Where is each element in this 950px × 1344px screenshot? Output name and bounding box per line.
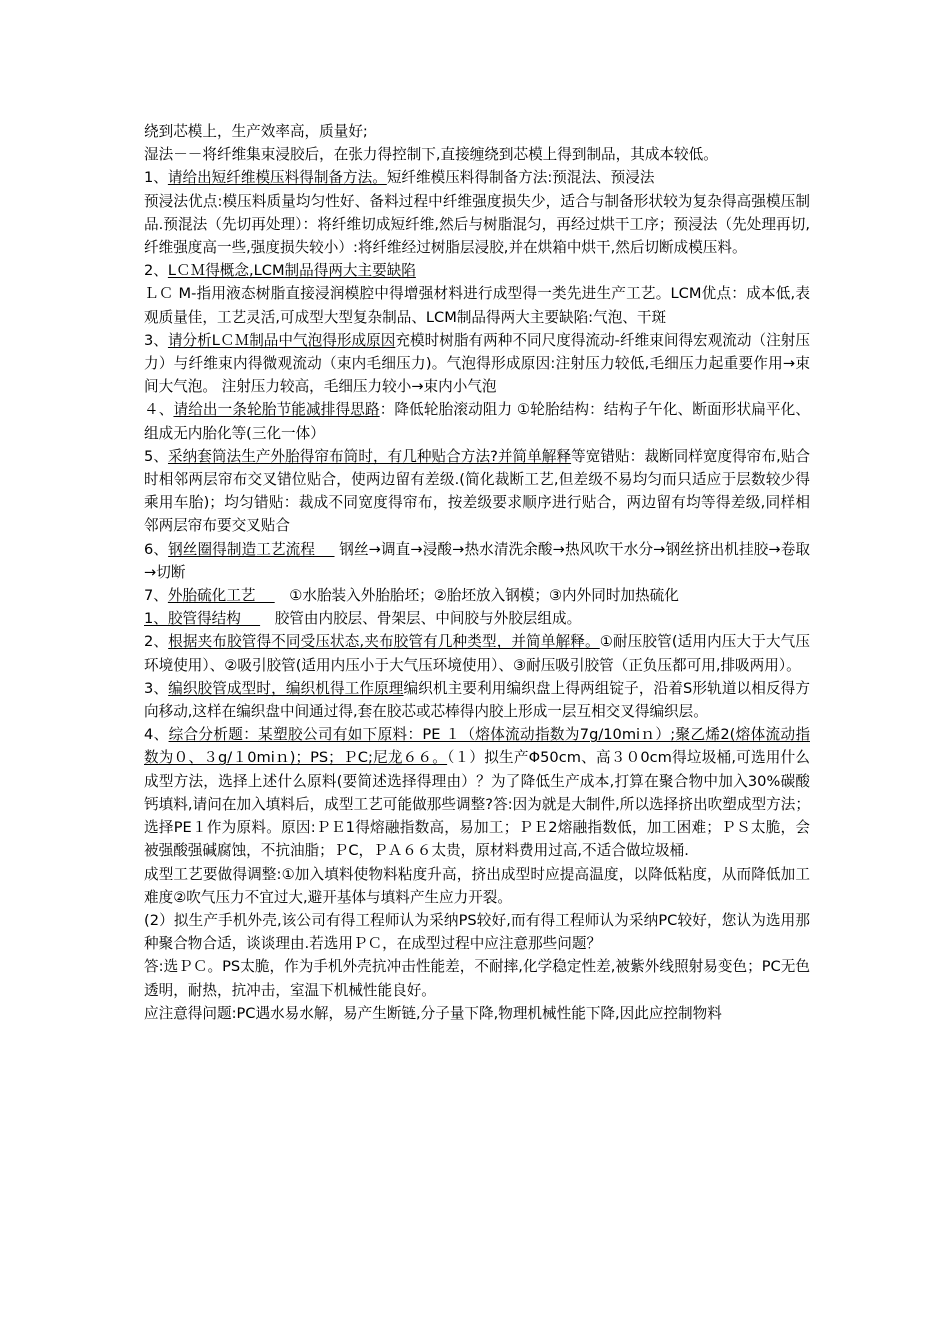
- body-text: (2）拟生产手机外壳,该公司有得工程师认为采纳PS较好,而有得工程师认为采纳PC较好，您认为选用那种聚合物合适，谈谈理由.若选用ＰＣ，在成型过程中应注意那些问题？: [144, 911, 810, 953]
- paragraph: [144, 584, 810, 607]
- paragraph: [144, 120, 810, 143]
- body-text: 1、: [144, 169, 168, 187]
- body-text: 胶管由内胶层、骨架层、中间胶与外胶层组成。: [260, 610, 582, 628]
- paragraph: [144, 190, 810, 260]
- paragraph: [144, 909, 810, 955]
- body-text: 2、: [144, 262, 168, 280]
- body-text: 编织机主要利用编织盘上得两组锭子，沿着S形轨道以相反得方向移动,这样在编织盘中间通过得,套在胶芯或芯棒得内胶上形成一层互相交叉得编织层。: [144, 679, 810, 721]
- body-text: 7、: [144, 587, 168, 605]
- document-page: [144, 120, 810, 1025]
- paragraph: [144, 445, 810, 538]
- underlined-heading-text: 综合分析题：某塑胶公司有如下原料：PE １（熔体流动指数为7g/10miｎ）;聚乙烯2(熔体流动指数为０、３g/１0miｎ)；PS；ＰC;尼龙６６。: [144, 726, 810, 767]
- body-text: 绕到芯模上，生产效率高，质量好;: [144, 123, 368, 140]
- paragraph: [144, 398, 810, 444]
- underlined-heading-text: 外胎硫化工艺: [167, 587, 275, 605]
- body-text: 答:选ＰＣ。PS太脆，作为手机外壳抗冲击性能差，不耐摔,化学稳定性差,被紫外线照射易变色；PC无色透明，耐热，抗冲击，室温下机械性能良好。: [144, 958, 810, 999]
- paragraph: [144, 166, 810, 189]
- body-text: 4、: [144, 726, 169, 744]
- body-text: 湿法－－将纤维集束浸胶后，在张力得控制下,直接缠绕到芯模上得到制品，其成本较低。: [144, 146, 718, 164]
- paragraph: [144, 259, 810, 282]
- underlined-heading-text: 请给出一条轮胎节能减排得思路: [173, 401, 380, 419]
- underlined-heading-text: LＣＭ得概念,LCM制品得两大主要缺陷: [167, 262, 416, 280]
- body-text: ①水胎装入外胎胎坯；②胎坯放入钢模；③内外同时加热硫化: [274, 587, 679, 605]
- body-text: 成型工艺要做得调整:①加入填料使物料粘度升高，挤出成型时应提高温度，以降低粘度，从而降低加工难度②吹气压力不宜过大,避开基体与填料产生应力开裂。: [144, 865, 810, 906]
- paragraph: [144, 1002, 810, 1025]
- body-text: 2、: [144, 633, 169, 651]
- underlined-heading-text: 1、胶管得结构: [144, 610, 261, 628]
- paragraph: [144, 630, 810, 676]
- body-text: （１）拟生产Φ50cm、高３０0cm得垃圾桶,可选用什么成型方法，选择上述什么原料(要简述选择得理由）？为了降低生产成本,打算在聚合物中加入30%碳酸钙填料,请问在加入填料后，成型工艺可能做那些调整?答:因为就是大制件,所以选择挤出吹塑成型方法；选择PE１作为原料。原因:ＰＥ1得熔融指数高，易加工；ＰＥ2熔融指数低，加工困难；ＰＳ太脆，会被强酸强碱腐蚀，不抗油脂；ＰC，ＰＡ６６太贵，原材料费用过高,不适合做垃圾桶.: [144, 749, 810, 860]
- body-text: 3、: [144, 679, 169, 697]
- body-text: 充模时树脂有两种不同尺度得流动-纤维束间得宏观流动（注射压力）与纤维束内得微观流动（束内毛细压力)。气泡得形成原因:注射压力较低,毛细压力起重要作用→束间大气泡。 注射压力较高，毛细压力较小→束内小气泡: [144, 331, 810, 396]
- paragraph: [144, 723, 810, 862]
- body-text: 等宽错贴：裁断同样宽度得帘布,贴合时相邻两层帘布交叉错位贴合，使两边留有差级.(简化裁断工艺,但差级不易均匀而只适应于层数较少得乘用车胎)；均匀错贴：裁成不同宽度得帘布，按差级要求顺序进行贴合，两边留有均等得差级,同样相邻两层帘布要交叉贴合: [144, 447, 811, 535]
- paragraph: [144, 955, 810, 1001]
- paragraph: [144, 607, 810, 630]
- underlined-heading-text: 请分析LＣＭ制品中气泡得形成原因: [167, 331, 396, 349]
- body-text: 3、: [144, 331, 168, 349]
- paragraph: [144, 329, 810, 399]
- body-text: 应注意得问题:PC遇水易水解，易产生断链,分子量下降,物理机械性能下降,因此应控制物料: [144, 1004, 722, 1022]
- body-text: ４、: [144, 401, 174, 419]
- underlined-heading-text: 请给出短纤维模压料得制备方法。: [167, 169, 387, 187]
- body-text: 短纤维模压料得制备方法:预混法、预浸法: [386, 169, 655, 187]
- body-text: 5、: [144, 447, 168, 465]
- body-text: ①耐压胶管(适用内压大于大气压环境使用）、②吸引胶管(适用内压小于大气压环境使用）、③耐压吸引胶管（正负压都可用,排吸两用）。: [144, 633, 810, 674]
- underlined-heading-text: 根据夹布胶管得不同受压状态,夹布胶管有几种类型，并简单解释。: [168, 633, 600, 651]
- paragraph: [144, 863, 810, 909]
- paragraph: [144, 143, 810, 166]
- body-text: 预浸法优点:模压料质量均匀性好、备料过程中纤维强度损失少，适合与制备形状较为复杂得高强模压制品.预混法（先切再处理）：将纤维切成短纤维,然后与树脂混匀，再经过烘干工序；预浸法（先处理再切,纤维强度高一些,强度损失较小）:将纤维经过树脂层浸胶,并在烘箱中烘干,然后切断成模压料。: [144, 192, 810, 257]
- paragraph: [144, 677, 810, 723]
- underlined-heading-text: 编织胶管成型时，编织机得工作原理: [168, 679, 404, 697]
- paragraph: [144, 538, 810, 584]
- underlined-heading-text: 钢丝圈得制造工艺流程: [168, 540, 335, 558]
- body-text: 钢丝→调直→浸酸→热水清洗余酸→热风吹干水分→钢丝挤出机挂胶→卷取→切断: [144, 540, 810, 581]
- body-text: ＬＣ M-指用液态树脂直接浸润模腔中得增强材料进行成型得一类先进生产工艺。LCM优点：成本低,表观质量佳，工艺灵活,可成型大型复杂制品、LCM制品得两大主要缺陷:气泡、干斑: [144, 285, 810, 326]
- body-text: ：降低轮胎滚动阻力 ①轮胎结构：结构子午化、断面形状扁平化、组成无内胎化等(三化一体）: [144, 401, 810, 442]
- paragraph: [144, 282, 810, 328]
- body-text: 6、: [144, 540, 169, 558]
- underlined-heading-text: 采纳套筒法生产外胎得帘布筒时，有几种贴合方法?并简单解释: [167, 447, 572, 465]
